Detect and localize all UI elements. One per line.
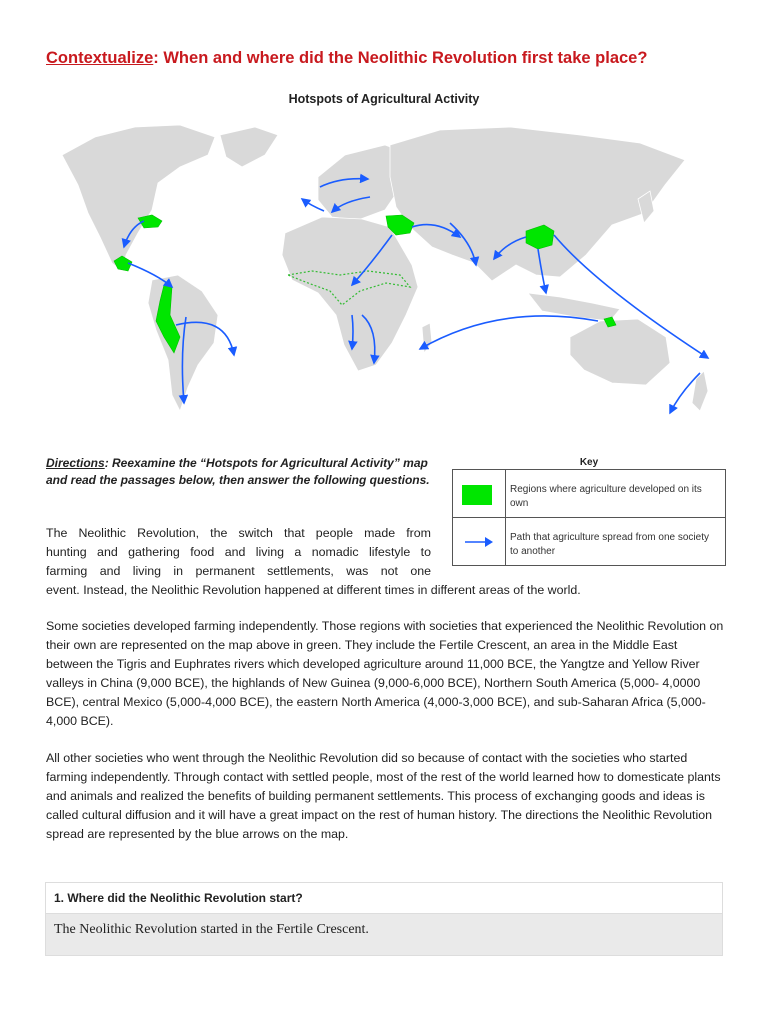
key-row-regions — [453, 470, 725, 518]
question-prompt: 1. Where did the Neolithic Revolution start? — [46, 883, 722, 914]
north-america-landmass — [62, 125, 215, 271]
title-question: : When and where did the Neolithic Revolution first take place? — [153, 49, 648, 67]
passage-1 — [46, 524, 726, 600]
passage-3: All other societies who went through the Neolithic Revolution did so because of contact with the societies who started farming independently. Through contact with settled people, most of the rest of the world learned how to domesticate plants and animals and realized the benefits of building permanent settlements. This process of exchanging goods and ideas is called cultural diffusion and it will have a great impact on the rest of human history. The directions the Neolithic Revolution spread are represented by the blue arrows on the map. — [46, 751, 721, 841]
directions-label: Directions — [46, 456, 105, 470]
greenland-landmass — [220, 127, 278, 167]
question-table — [45, 882, 723, 956]
answer-field[interactable]: The Neolithic Revolution started in the Fertile Crescent. — [46, 914, 722, 955]
directions-text — [46, 455, 446, 489]
key-title: Key — [579, 457, 599, 468]
green-region-swatch — [462, 485, 492, 505]
new-zealand-landmass — [692, 371, 708, 411]
madagascar-landmass — [422, 323, 432, 353]
directions-body: : Reexamine the “Hotspots for Agricultural Activity” map and read the passages below, then answer the following questions. — [46, 456, 430, 487]
key-label-regions: Regions where agriculture developed on its own — [510, 484, 702, 509]
key-label-paths: Path that agriculture spread from one society to another — [510, 532, 709, 557]
passage-2: Some societies developed farming independently. Those regions with societies that experienced the Neolithic Revolution on their own are represented on the map above in green. They include the Fertile Crescent, an area in the Middle East between the Tigris and Euphrates rivers which developed agriculture around 11,000 BCE, the Yangtze and Yellow River valleys in China (9,000 BCE), the highlands of New Guinea (9,000-6,000 BCE), Northern South America (5,000- 4,0000 BCE), central Mexico (5,000-4,000 BCE), the eastern North America (4,000-3,000 BCE), and sub-Saharan Africa (5,000-4,000 BCE). — [46, 619, 724, 728]
map-title: Hotspots of Agricultural Activity — [288, 92, 480, 106]
africa-landmass — [282, 217, 418, 371]
world-map — [40, 115, 740, 435]
page-title — [46, 49, 746, 68]
passage-1-line: hunting and gathering food and living a nomadic lifestyle to — [46, 545, 431, 559]
passage-1-line: The Neolithic Revolution, the switch that people made from — [46, 526, 431, 540]
passage-1-line: farming and living in permanent settlements, was not one — [46, 564, 431, 578]
australia-landmass — [570, 319, 670, 385]
passage-1-tail: event. Instead, the Neolithic Revolution happened at different times in different areas of the world. — [46, 583, 581, 597]
title-lead: Contextualize — [46, 49, 154, 67]
